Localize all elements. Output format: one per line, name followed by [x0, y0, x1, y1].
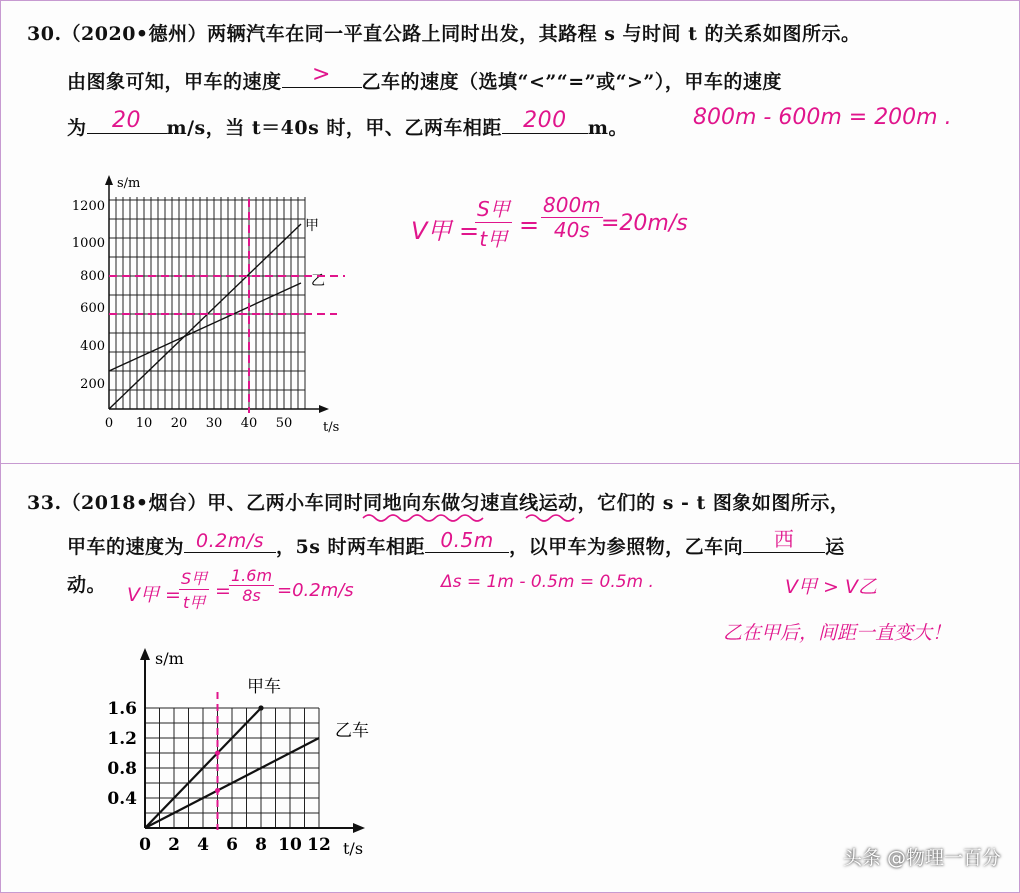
q33-line2-a: 甲车的速度为 [67, 536, 185, 558]
q30-line2 [67, 62, 782, 94]
q30-answer-1: > [312, 62, 331, 87]
q33-xtick: 2 [168, 835, 180, 855]
q33-calc-num-2: 1.6m [231, 566, 273, 585]
q30-blank-3 [502, 108, 588, 134]
q33-y-unit: s/m [155, 649, 184, 668]
q33-emphasis-underline [361, 510, 581, 524]
q30-calc-lhs: V甲 = [411, 217, 480, 245]
q33-line3: 动。 [67, 574, 107, 596]
q30-grid [109, 197, 305, 409]
q30-ytick: 400 [80, 339, 105, 354]
q33-label-yi: 乙车 [335, 721, 369, 741]
q33-ytick: 1.6 [107, 699, 137, 719]
q30-blank-1 [282, 62, 362, 88]
q30-label-yi: 乙 [311, 273, 325, 289]
q30-label-jia: 甲 [305, 218, 319, 234]
q33-point-jia-end [258, 705, 263, 710]
q30-calc-num-2: 800m [543, 193, 601, 217]
q30-graph [61, 173, 361, 443]
q30-calc-frac-2 [541, 193, 603, 242]
question-33-panel [0, 463, 1020, 893]
q33-y-arrow [140, 648, 150, 660]
q33-ytick: 1.2 [107, 729, 137, 749]
q33-label-jia: 甲车 [247, 677, 281, 697]
q30-y-unit: s/m [117, 176, 141, 191]
q30-x-unit: t/s [323, 420, 340, 435]
q30-line-yi [109, 283, 301, 371]
q30-calc-result: =20m/s [601, 211, 688, 236]
q33-line2-b: ，5s 时两车相距 [276, 536, 426, 558]
q30-answer-2: 20 [112, 108, 142, 133]
watermark: 头条 @物理一百分 [842, 847, 1001, 869]
q30-ytick: 800 [80, 269, 105, 284]
q30-xtick: 10 [135, 416, 153, 431]
q33-note-conclusion: 乙在甲后，间距一直变大！ [723, 622, 952, 644]
q33-blank-3 [743, 527, 825, 553]
q30-note-difference: 800m - 600m = 200m . [693, 105, 952, 130]
q33-calc-den-1: t甲 [182, 593, 206, 612]
q30-x-arrow [319, 405, 329, 413]
q33-xtick: 6 [226, 835, 238, 855]
q30-line3-a: 为 [67, 117, 87, 139]
q30-line3-c: m。 [587, 117, 629, 139]
q30-xtick: 40 [240, 416, 258, 431]
q30-ytick: 1000 [71, 236, 105, 251]
q33-xtick: 12 [307, 835, 331, 855]
q30-calc-num-1: S甲 [475, 193, 512, 223]
q33-calc-den-2: 8s [242, 586, 261, 605]
q30-line2-b: 乙车的速度（选填“<”“=”或“>”），甲车的速度 [361, 71, 782, 93]
q33-calc-lhs: V甲 = [127, 584, 181, 606]
q30-xtick: 30 [205, 416, 223, 431]
q33-x-unit: t/s [343, 839, 364, 858]
q33-xtick: 10 [278, 835, 302, 855]
q33-calc-eq: = [215, 580, 231, 602]
q33-line2-c: ，以甲车为参照物，乙车向 [509, 536, 744, 558]
q33-note-delta-s: Δs = 1m - 0.5m = 0.5m . [441, 572, 654, 592]
q30-blank-2 [87, 108, 167, 134]
q30-ytick: 1200 [71, 199, 105, 214]
q33-mark-jia-5s [215, 751, 220, 756]
q33-answer-2: 0.5m [440, 528, 494, 552]
q30-ytick: 600 [80, 301, 105, 316]
q33-grid [145, 708, 319, 828]
q33-blank-1 [184, 530, 276, 553]
q30-calc-den-2: 40s [553, 218, 590, 242]
q30-calc-eq: = [519, 211, 540, 239]
q30-line1: 30.（2020•德州）两辆汽车在同一平直公路上同时出发，其路程 s 与时间 t 的关系如图所示。 [27, 23, 861, 45]
q33-note-speed-compare: V甲 > V乙 [785, 576, 877, 598]
q33-blank-2 [425, 530, 509, 553]
q33-answer-3: 西 [773, 527, 795, 551]
q33-x-arrow [353, 823, 365, 833]
q30-calc-frac-1 [475, 193, 512, 252]
q30-line3 [67, 108, 629, 140]
q33-ytick: 0.8 [107, 759, 137, 779]
q33-xtick: 4 [197, 835, 209, 855]
q30-line-jia [109, 224, 301, 409]
q33-xtick: 8 [255, 835, 267, 855]
q30-calc-den-1: t甲 [479, 227, 508, 251]
q33-graph [97, 644, 397, 874]
q30-ytick: 200 [80, 377, 105, 392]
q33-ytick: 0.4 [107, 789, 137, 809]
q33-line2-d: 运 [825, 536, 845, 558]
q33-mark-yi-5s [215, 788, 220, 793]
q30-line2-a: 由图象可知，甲车的速度 [67, 71, 282, 93]
q33-xtick: 0 [139, 835, 151, 855]
q30-xtick: 50 [275, 416, 293, 431]
q33-answer-1: 0.2m/s [196, 530, 265, 552]
q30-line3-b: m/s，当 t＝40s 时，甲、乙两车相距 [166, 117, 502, 139]
q30-xtick: 0 [104, 416, 114, 431]
q30-y-arrow [105, 175, 113, 185]
q30-answer-3: 200 [523, 108, 567, 133]
q30-xtick: 20 [170, 416, 188, 431]
q33-calc-frac-1 [179, 566, 209, 613]
q33-line2 [67, 527, 845, 559]
q33-calc-result: =0.2m/s [277, 580, 354, 601]
q33-calc-frac-2 [229, 566, 274, 605]
q33-calc-num-1: S甲 [179, 566, 209, 590]
q33-line1: 33.（2018•烟台）甲、乙两小车同时同地向东做匀速直线运动，它们的 s - t 图象如图所示， [27, 492, 850, 514]
